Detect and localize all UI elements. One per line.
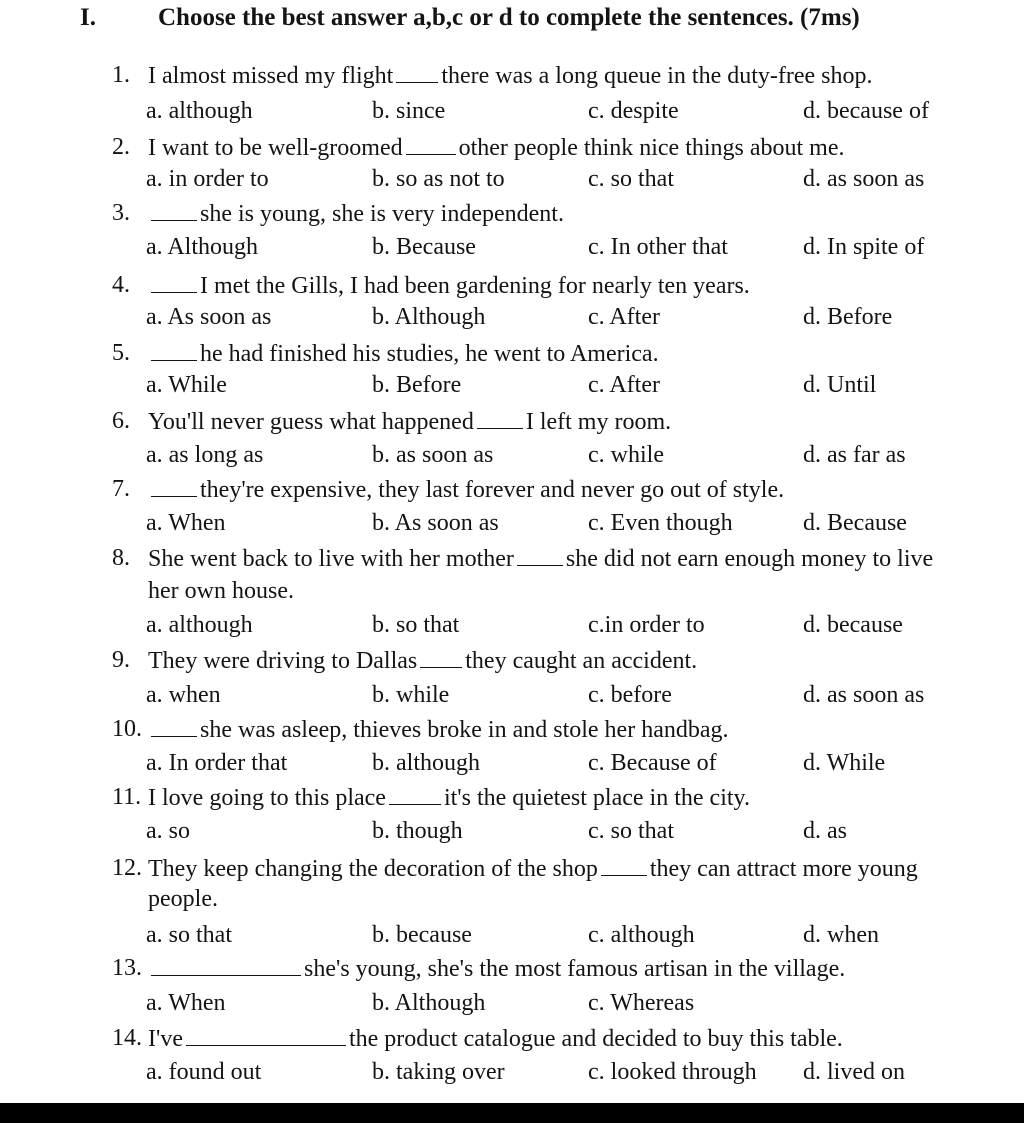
question-number: 11. <box>112 784 142 810</box>
answer-option-c[interactable]: c. Whereas <box>588 990 695 1016</box>
question-text-after: they can attract more young <box>649 856 918 882</box>
answer-option-b[interactable]: b. since <box>372 98 446 124</box>
question-text <box>148 647 697 675</box>
answer-blank[interactable] <box>151 200 197 221</box>
question-text-before: You'll never guess what happened <box>148 409 474 435</box>
answer-blank[interactable] <box>477 408 523 429</box>
question-text <box>148 200 564 228</box>
question-number: 3. <box>112 200 130 226</box>
question-text-before: She went back to live with her mother <box>148 546 514 572</box>
question-text-after: I met the Gills, I had been gardening for nearly ten years. <box>200 273 750 299</box>
answer-option-a[interactable]: a. While <box>146 372 227 398</box>
answer-blank[interactable] <box>389 784 441 805</box>
question-text <box>148 1025 843 1053</box>
question-text <box>148 62 873 90</box>
answer-option-b[interactable]: b. Although <box>372 304 486 330</box>
answer-option-a[interactable]: a. although <box>146 98 253 124</box>
question-text-after: they're expensive, they last forever and never go out of style. <box>200 477 785 503</box>
bottom-border <box>0 1103 1024 1123</box>
answer-option-b[interactable]: b. because <box>372 922 472 948</box>
answer-option-c[interactable]: c. In other that <box>588 234 728 260</box>
answer-option-d[interactable]: d. when <box>803 922 879 948</box>
answer-option-b[interactable]: b. although <box>372 750 480 776</box>
answer-option-c[interactable]: c. Even though <box>588 510 733 536</box>
question-text <box>148 855 918 883</box>
section-number: I. <box>80 4 96 31</box>
question-text <box>148 408 671 436</box>
answer-option-a[interactable]: a. When <box>146 990 226 1016</box>
question-number: 13. <box>112 955 142 981</box>
question-text-after: they caught an accident. <box>465 648 698 674</box>
question-text-before: They were driving to Dallas <box>148 648 418 674</box>
answer-blank[interactable] <box>406 134 456 155</box>
question-number: 4. <box>112 272 130 298</box>
answer-blank[interactable] <box>151 476 197 497</box>
question-number: 2. <box>112 134 130 160</box>
question-text-after: it's the quietest place in the city. <box>443 785 750 811</box>
question-text-after: I left my room. <box>525 409 672 435</box>
answer-option-d[interactable]: d. as far as <box>803 442 906 468</box>
question-text <box>148 476 784 504</box>
question-number: 8. <box>112 545 130 571</box>
answer-option-c[interactable]: c. so that <box>588 166 674 192</box>
question-text-before: I want to be well-groomed <box>148 135 403 161</box>
question-text <box>148 272 750 300</box>
question-number: 10. <box>112 716 142 742</box>
section-title: Choose the best answer a,b,c or d to complete the sentences. (7ms) <box>158 4 860 31</box>
answer-option-d[interactable]: d. as <box>803 818 847 844</box>
answer-option-b[interactable]: b. as soon as <box>372 442 494 468</box>
answer-option-c[interactable]: c. although <box>588 922 695 948</box>
answer-option-a[interactable]: a. so that <box>146 922 232 948</box>
answer-option-b[interactable]: b. Before <box>372 372 462 398</box>
answer-option-c[interactable]: c.in order to <box>588 612 705 638</box>
answer-blank[interactable] <box>151 955 301 976</box>
answer-option-a[interactable]: a. As soon as <box>146 304 272 330</box>
answer-option-d[interactable]: d. In spite of <box>803 234 925 260</box>
question-number: 1. <box>112 62 130 88</box>
answer-option-d[interactable]: d. lived on <box>803 1059 905 1085</box>
answer-option-a[interactable]: a. although <box>146 612 253 638</box>
question-text-after: the product catalogue and decided to buy this table. <box>348 1026 843 1052</box>
answer-option-c[interactable]: c. so that <box>588 818 674 844</box>
answer-option-b[interactable]: b. so as not to <box>372 166 505 192</box>
answer-option-d[interactable]: d. While <box>803 750 886 776</box>
question-text-after: she is young, she is very independent. <box>200 201 564 227</box>
answer-option-c[interactable]: c. before <box>588 682 672 708</box>
answer-blank[interactable] <box>601 855 647 876</box>
answer-option-b[interactable]: b. while <box>372 682 450 708</box>
answer-blank[interactable] <box>151 716 197 737</box>
question-number: 5. <box>112 340 130 366</box>
answer-blank[interactable] <box>151 272 197 293</box>
answer-option-c[interactable]: c. After <box>588 304 660 330</box>
answer-option-d[interactable]: d. Before <box>803 304 893 330</box>
question-number: 12. <box>112 855 142 881</box>
answer-option-d[interactable]: d. as soon as <box>803 166 925 192</box>
answer-option-a[interactable]: a. In order that <box>146 750 288 776</box>
answer-option-a[interactable]: a. so <box>146 818 190 844</box>
answer-blank[interactable] <box>420 647 462 668</box>
answer-option-a[interactable]: a. as long as <box>146 442 264 468</box>
answer-blank[interactable] <box>396 62 438 83</box>
question-number: 6. <box>112 408 130 434</box>
answer-option-b[interactable]: b. Because <box>372 234 476 260</box>
answer-option-d[interactable]: d. as soon as <box>803 682 925 708</box>
answer-option-b[interactable]: b. so that <box>372 612 460 638</box>
answer-option-b[interactable]: b. As soon as <box>372 510 499 536</box>
answer-option-c[interactable]: c. despite <box>588 98 679 124</box>
answer-option-a[interactable]: a. when <box>146 682 221 708</box>
question-text <box>148 784 750 812</box>
question-continuation-text: people. <box>148 886 218 912</box>
answer-option-d[interactable]: d. Because <box>803 510 907 536</box>
question-text <box>148 716 729 744</box>
answer-option-c[interactable]: c. After <box>588 372 660 398</box>
question-text-after: he had finished his studies, he went to America. <box>200 341 659 367</box>
answer-option-a[interactable]: a. Although <box>146 234 258 260</box>
answer-option-a[interactable]: a. When <box>146 510 226 536</box>
question-text-after: other people think nice things about me. <box>458 135 845 161</box>
question-text <box>148 340 659 368</box>
question-continuation-text: her own house. <box>148 578 294 604</box>
question-text-after: she's young, she's the most famous artisan in the village. <box>304 956 846 982</box>
answer-blank[interactable] <box>186 1025 346 1046</box>
question-text <box>148 955 845 983</box>
answer-blank[interactable] <box>151 340 197 361</box>
question-text-before: I've <box>148 1026 183 1052</box>
answer-option-d[interactable]: d. because of <box>803 98 929 124</box>
question-text-before: I love going to this place <box>148 785 386 811</box>
question-text <box>148 134 845 162</box>
answer-option-a[interactable]: a. in order to <box>146 166 269 192</box>
question-number: 7. <box>112 476 130 502</box>
question-text-before: They keep changing the decoration of the shop <box>148 856 598 882</box>
answer-option-a[interactable]: a. found out <box>146 1059 262 1085</box>
question-number: 9. <box>112 647 130 673</box>
answer-option-c[interactable]: c. Because of <box>588 750 717 776</box>
answer-option-c[interactable]: c. looked through <box>588 1059 757 1085</box>
question-text-before: I almost missed my flight <box>148 63 394 89</box>
answer-option-b[interactable]: b. though <box>372 818 463 844</box>
answer-option-b[interactable]: b. taking over <box>372 1059 505 1085</box>
question-text <box>148 545 933 573</box>
answer-option-c[interactable]: c. while <box>588 442 664 468</box>
answer-option-d[interactable]: d. Until <box>803 372 877 398</box>
question-text-after: she was asleep, thieves broke in and stole her handbag. <box>200 717 729 743</box>
answer-option-d[interactable]: d. because <box>803 612 903 638</box>
question-text-after: she did not earn enough money to live <box>565 546 934 572</box>
question-text-after: there was a long queue in the duty-free shop. <box>441 63 873 89</box>
answer-blank[interactable] <box>517 545 563 566</box>
answer-option-b[interactable]: b. Although <box>372 990 486 1016</box>
question-number: 14. <box>112 1025 142 1051</box>
